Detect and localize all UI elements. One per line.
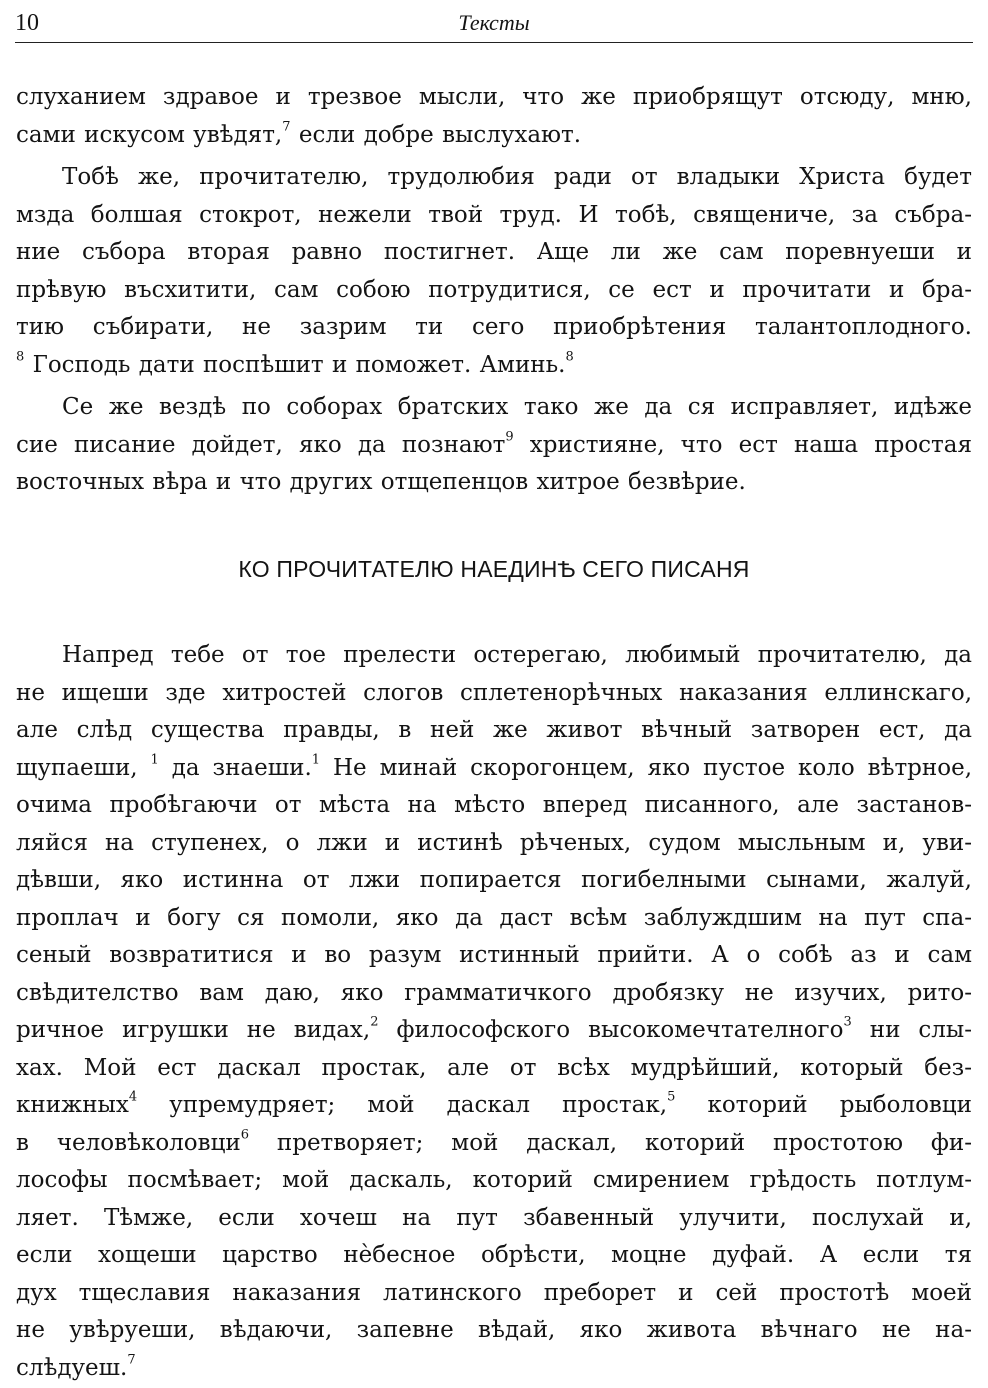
text-line: свѣдителство вам даю, яко грамматичкого дробязку не изучих, рито-: [16, 979, 972, 1006]
footnote-ref: 6: [240, 1126, 249, 1142]
text-line: $^8$ Господь дати поспѣшит и поможет. Аминь.$^8$: [16, 348, 574, 378]
footnote-ref: 7: [127, 1351, 136, 1367]
text-line: сие писание дойдет, яко да познают$^9$ християне, что ест наша простая: [16, 428, 972, 458]
text-line: прѣвую въсхитити, сам собою потрудитися, се ест и прочитати и бра-: [16, 276, 972, 303]
paragraph-to-reader: [16, 159, 972, 384]
paragraph-continuation: [16, 79, 972, 154]
text-block-bottom: [16, 637, 972, 1387]
text-line: сеный возвратитися и во разум истинный прийти. А о собѣ аз и сам: [16, 942, 972, 968]
text-line: книжных$^4$ упремудряет; мой даскал простак,$^5$ которий рыболовци: [16, 1089, 972, 1118]
running-head: [15, 8, 973, 43]
text-line: Тобѣ же, прочитателю, трудолюбия ради от владыки Христа будет: [62, 164, 972, 190]
text-line: Се же вездѣ по соборах братских тако же да ся исправляет, идѣже: [62, 394, 972, 420]
text-line: хах. Мой ест даскал простак, але от всѣх мудрѣйший, который без-: [16, 1054, 972, 1081]
text-line: ляет. Тѣмже, если хочеш на пут збавенный улучити, послухай и,: [16, 1204, 972, 1231]
footnote-ref: 7: [282, 118, 291, 134]
text-line: слуханием здравое и трезвое мысли, что же приобрящут отсюду, мню,: [16, 84, 972, 110]
page-number: 10: [15, 10, 39, 36]
footnote-ref: 2: [370, 1014, 379, 1030]
text-line: проплач и богу ся помоли, яко да даст всѣм заблуждшим на пут спа-: [16, 904, 972, 931]
text-line: Напред тебе от тое прелести остерегаю, любимый прочитателю, да: [62, 642, 972, 668]
text-line: ляйся на ступенех, о лжи и истинѣ рѣченых, судом мысльным и, уви-: [16, 829, 972, 856]
text-line: очима пробѣгаючи от мѣста на мѣсто вперед писанного, але застанов-: [16, 792, 972, 818]
text-line: если хощеши царство нѐбесное обрѣсти, моцне дуфай. А если тя: [16, 1242, 972, 1268]
text-line: мзда болшая стокрот, нежели твой труд. И тобѣ, священиче, за събра-: [16, 201, 972, 228]
paragraph-correction: [16, 389, 972, 502]
text-line: в человѣколовци$^6$ претворяет; мой даскал, которий простотою фи-: [16, 1126, 972, 1156]
text-line: тию събирати, не зазрим ти сего приобрѣтения талантоплодного.: [16, 314, 972, 340]
text-line: дух тщеславия наказания латинского преборет и сей простотѣ моей: [16, 1279, 972, 1306]
footnote-ref: 5: [667, 1089, 676, 1105]
text-line: щупаеши, $^1$ да знаеши.$^1$ Не минай скорогонцем, яко пустое коло вѣтрное,: [16, 751, 973, 781]
text-line: ричное игрушки не видах,$^2$ философского высокомечтателного$^3$ ни слы-: [16, 1014, 972, 1043]
running-title: Тексты: [458, 10, 530, 35]
footnote-ref: 1: [311, 751, 321, 767]
footnote-ref: 8: [565, 348, 574, 364]
footnote-ref: 9: [505, 428, 514, 444]
text-line: сами искусом увѣдят,$^7$ если добре выслухают.: [16, 118, 582, 148]
text-block-top: [16, 79, 972, 502]
section-heading: КО ПРОЧИТАТЕЛЮ НАЕДИНѢ СЕГО ПИСАНЯ: [238, 556, 750, 582]
text-line: не ищеши зде хитростей слогов сплетенорѣчных наказания еллинскаго,: [16, 679, 972, 706]
footnote-ref: 8: [16, 348, 25, 364]
text-line: лософы посмѣвает; мой даскаль, которий смирением грѣдость потлум-: [16, 1167, 972, 1193]
text-line: але слѣд существа правды, в ней же живот вѣчный затворен ест, да: [16, 717, 972, 743]
footnote-ref: 4: [128, 1089, 138, 1105]
text-line: восточных вѣра и что других отщепенцов хитрое безвѣрие.: [16, 469, 746, 495]
footnote-ref: 3: [843, 1014, 852, 1030]
text-line: не увѣруеши, вѣдаючи, запевне вѣдай, яко живота вѣчнаго не на-: [16, 1317, 972, 1343]
footnote-ref: 1: [150, 751, 159, 767]
paragraph-main: [16, 637, 972, 1387]
text-line: ние събора вторая равно постигнет. Аще ли же сам поревнуеши и: [16, 239, 972, 265]
text-line: слѣдуеш.$^7$: [16, 1351, 136, 1381]
text-line: дѣвши, яко истинна от лжи попирается погибелными сынами, жалуй,: [16, 867, 972, 893]
